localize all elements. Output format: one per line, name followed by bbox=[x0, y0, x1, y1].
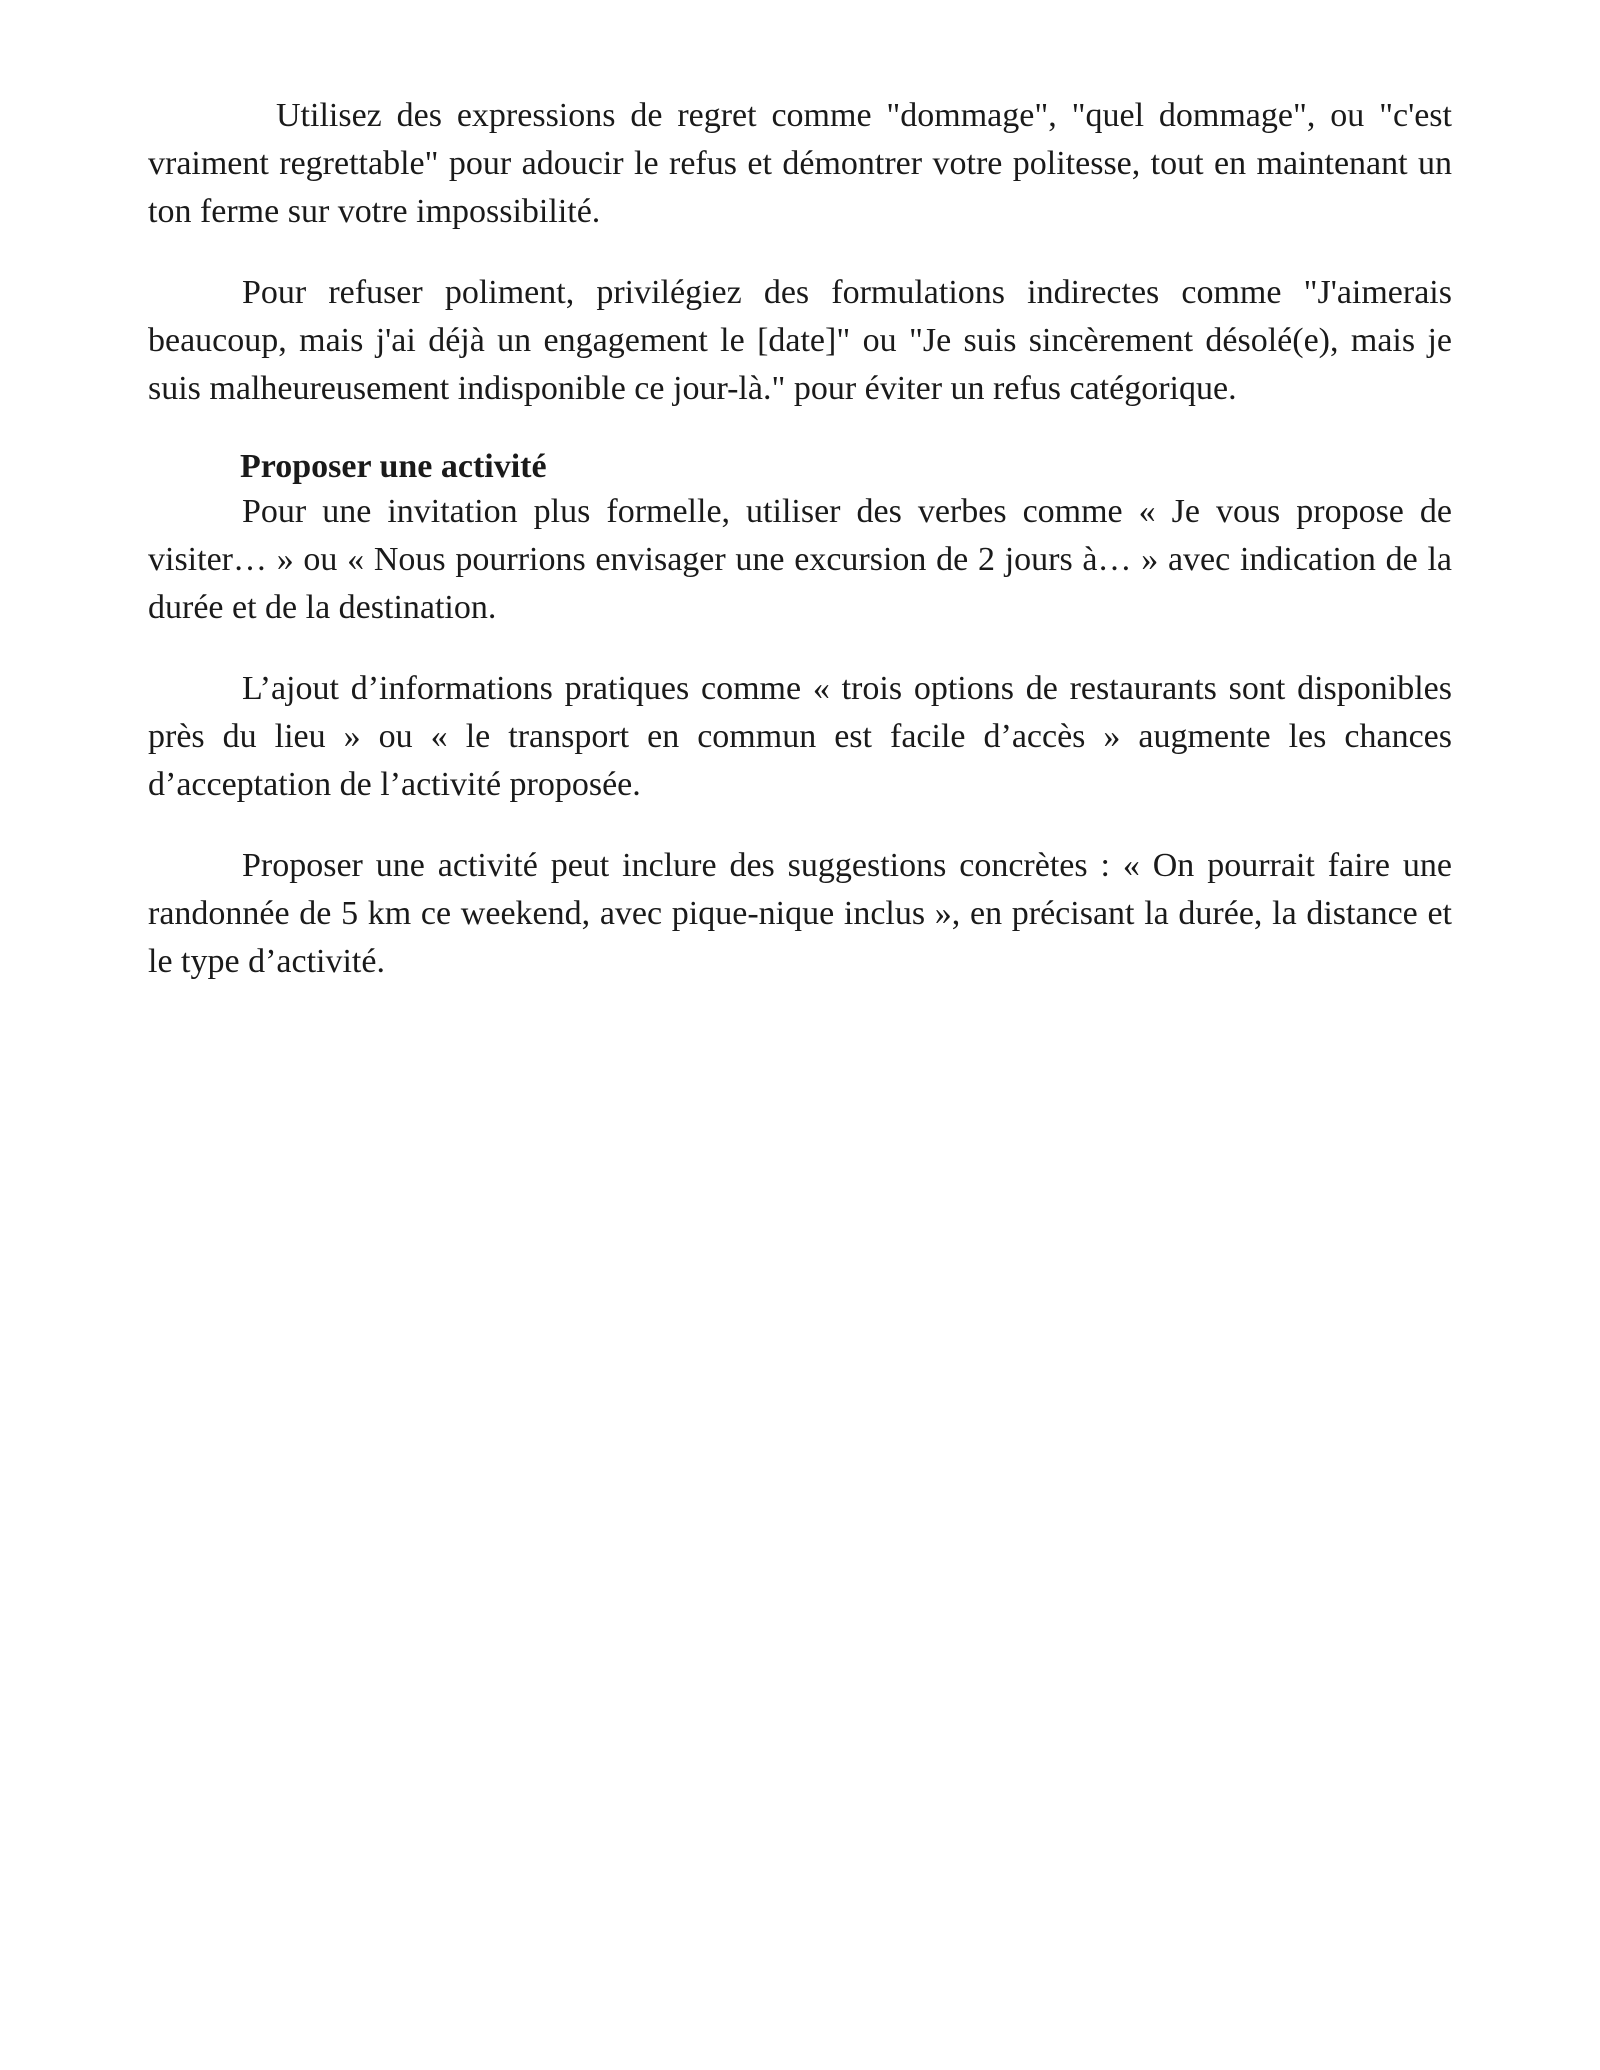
section-heading: Proposer une activité bbox=[240, 448, 547, 485]
paragraph-practical-info: L’ajout d’informations pratiques comme « trois options de restaurants sont disponibles près du lieu » ou « le transport en commun est facile d’accès » augmente les chances d’acceptation de l’activité proposée. bbox=[148, 670, 1452, 803]
paragraph-polite-refusal: Pour refuser poliment, privilégiez des formulations indirectes comme "J'aimerais beaucoup, mais j'ai déjà un engagement le [date]" ou "Je suis sincèrement désolé(e), mais je suis malheureusement indisponible ce jour-là." pour éviter un refus catégorique. bbox=[148, 274, 1452, 407]
paragraph-concrete-suggestions: Proposer une activité peut inclure des suggestions concrètes : « On pourrait faire une randonnée de 5 km ce weekend, avec pique-nique inclus », en précisant la durée, la distance et le type d’activité. bbox=[148, 847, 1452, 980]
document-body bbox=[148, 92, 1452, 1019]
paragraph-regret-expressions: Utilisez des expressions de regret comme "dommage", "quel dommage", ou "c'est vraiment regrettable" pour adoucir le refus et démontrer votre politesse, tout en maintenant un ton ferme sur votre impossibilité. bbox=[148, 97, 1452, 230]
paragraph-formal-invitation: Pour une invitation plus formelle, utiliser des verbes comme « Je vous propose de visiter… » ou « Nous pourrions envisager une excursion de 2 jours à… » avec indication de la durée et de la destination. bbox=[148, 493, 1452, 626]
